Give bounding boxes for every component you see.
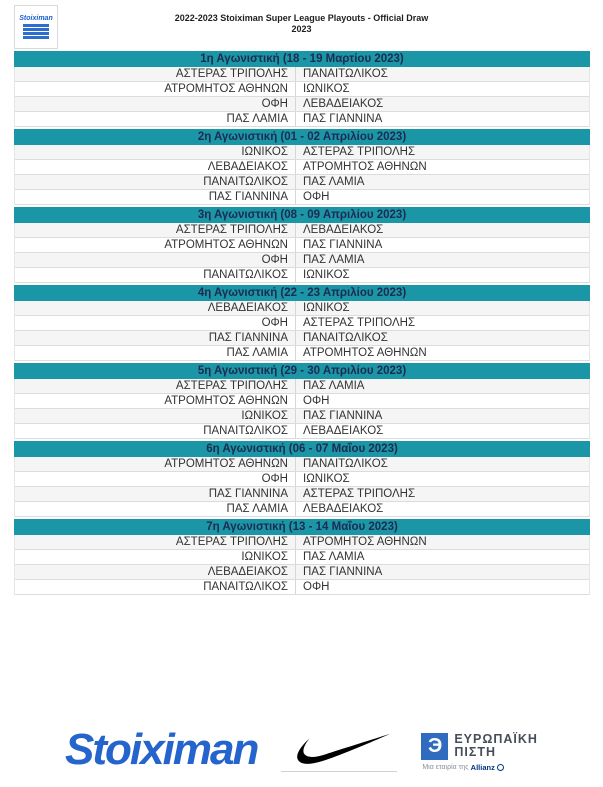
home-team: ΠΑΣ ΛΑΜΙΑ [15,112,296,126]
home-team: ΠΑΣ ΓΙΑΝΝΙΝΑ [15,487,296,501]
home-team: ΑΣΤΕΡΑΣ ΤΡΙΠΟΛΗΣ [15,223,296,237]
away-team: ΙΩΝΙΚΟΣ [303,473,350,485]
home-team: ΠΑΝΑΙΤΩΛΙΚΟΣ [15,580,296,594]
match-row [15,487,589,502]
away-team: ΑΤΡΟΜΗΤΟΣ ΑΘΗΝΩΝ [303,536,427,548]
match-row [15,268,589,283]
home-team: ΟΦΗ [15,316,296,330]
away-team: ΠΑΣ ΛΑΜΙΑ [303,380,365,392]
allianz-wordmark: Allianz [470,762,495,772]
stoiximan-logo: Stoiximan [65,725,258,774]
allianz-eagle-icon [497,764,504,771]
away-team: ΠΑΣ ΓΙΑΝΝΙΝΑ [303,239,383,251]
matchday-6-header: 6η Αγωνιστική (06 - 07 Μαΐου 2023) [14,441,590,457]
matchday-3-header: 3η Αγωνιστική (08 - 09 Απριλίου 2023) [14,207,590,223]
europaiki-pisti-icon [421,733,448,760]
home-team: ΑΤΡΟΜΗΤΟΣ ΑΘΗΝΩΝ [15,394,296,408]
europaiki-pisti-logo [421,733,538,772]
match-row [15,160,589,175]
home-team: ΑΤΡΟΜΗΤΟΣ ΑΘΗΝΩΝ [15,457,296,471]
europaiki-name-line2: ΠΙΣΤΗ [454,745,496,759]
home-team: ΛΕΒΑΔΕΙΑΚΟΣ [15,160,296,174]
away-team: ΟΦΗ [303,395,330,407]
home-team: ΠΑΝΑΙΤΩΛΙΚΟΣ [15,424,296,438]
sponsor-footer [0,722,603,782]
home-team: ΙΩΝΙΚΟΣ [15,550,296,564]
home-team: ΑΣΤΕΡΑΣ ΤΡΙΠΟΛΗΣ [15,535,296,549]
home-team: ΠΑΣ ΓΙΑΝΝΙΝΑ [15,190,296,204]
home-team: ΠΑΣ ΛΑΜΙΑ [15,502,296,516]
match-row [15,112,589,127]
matchday-section-7 [14,519,590,595]
away-team: ΠΑΝΑΙΤΩΛΙΚΟΣ [303,332,388,344]
away-team: ΟΦΗ [303,581,330,593]
matchday-7-header: 7η Αγωνιστική (13 - 14 Μαΐου 2023) [14,519,590,535]
away-team: ΙΩΝΙΚΟΣ [303,302,350,314]
matchday-section-4 [14,285,590,361]
match-row [15,424,589,439]
home-team: ΠΑΝΑΙΤΩΛΙΚΟΣ [15,268,296,282]
matchday-section-5 [14,363,590,439]
home-team: ΑΣΤΕΡΑΣ ΤΡΙΠΟΛΗΣ [15,67,296,81]
matchday-section-2 [14,129,590,205]
matchday-3-table [14,223,590,283]
matchday-1-header: 1η Αγωνιστική (18 - 19 Μαρτίου 2023) [14,51,590,67]
home-team: ΑΤΡΟΜΗΤΟΣ ΑΘΗΝΩΝ [15,238,296,252]
away-team: ΑΣΤΕΡΑΣ ΤΡΙΠΟΛΗΣ [303,488,416,500]
away-team: ΑΣΤΕΡΑΣ ΤΡΙΠΟΛΗΣ [303,317,416,329]
nike-swoosh-icon [281,732,397,772]
match-row [15,565,589,580]
home-team: ΛΕΒΑΔΕΙΑΚΟΣ [15,301,296,315]
match-row [15,190,589,205]
match-row [15,535,589,550]
away-team: ΑΤΡΟΜΗΤΟΣ ΑΘΗΝΩΝ [303,347,427,359]
away-team: ΠΑΣ ΓΙΑΝΝΙΝΑ [303,113,383,125]
match-row [15,346,589,361]
home-team: ΟΦΗ [15,472,296,486]
away-team: ΛΕΒΑΔΕΙΑΚΟΣ [303,98,384,110]
away-team: ΛΕΒΑΔΕΙΑΚΟΣ [303,503,384,515]
matchday-section-6 [14,441,590,517]
match-row [15,580,589,595]
matchday-1-table [14,67,590,127]
match-row [15,253,589,268]
match-row [15,394,589,409]
matchday-5-table [14,379,590,439]
match-row [15,457,589,472]
matchday-2-header: 2η Αγωνιστική (01 - 02 Απριλίου 2023) [14,129,590,145]
matchday-2-table [14,145,590,205]
home-team: ΟΦΗ [15,253,296,267]
match-row [15,472,589,487]
stoiximan-badge-wordmark: Stoiximan [19,14,53,22]
away-team: ΙΩΝΙΚΟΣ [303,269,350,281]
fixtures-list [14,51,590,597]
match-row [15,502,589,517]
away-team: ΠΑΣ ΛΑΜΙΑ [303,176,365,188]
away-team: ΠΑΝΑΙΤΩΛΙΚΟΣ [303,68,388,80]
match-row [15,82,589,97]
away-team: ΛΕΒΑΔΕΙΑΚΟΣ [303,425,384,437]
home-team: ΑΤΡΟΜΗΤΟΣ ΑΘΗΝΩΝ [15,82,296,96]
home-team: ΟΦΗ [15,97,296,111]
europaiki-glyph: Є [427,735,442,757]
match-row [15,331,589,346]
matchday-6-table [14,457,590,517]
match-row [15,550,589,565]
europaiki-name-line1: ΕΥΡΩΠΑΪΚΗ [454,732,538,746]
matchday-7-table [14,535,590,595]
away-team: ΙΩΝΙΚΟΣ [303,83,350,95]
away-team: ΠΑΣ ΓΙΑΝΝΙΝΑ [303,410,383,422]
matchday-section-1 [14,51,590,127]
page-title [0,13,603,35]
matchday-5-header: 5η Αγωνιστική (29 - 30 Απριλίου 2023) [14,363,590,379]
match-row [15,175,589,190]
away-team: ΠΑΝΑΙΤΩΛΙΚΟΣ [303,458,388,470]
home-team: ΑΣΤΕΡΑΣ ΤΡΙΠΟΛΗΣ [15,379,296,393]
home-team: ΠΑΝΑΙΤΩΛΙΚΟΣ [15,175,296,189]
europaiki-tagline [422,763,504,772]
match-row [15,67,589,82]
away-team: ΠΑΣ ΛΑΜΙΑ [303,551,365,563]
home-team: ΛΕΒΑΔΕΙΑΚΟΣ [15,565,296,579]
match-row [15,97,589,112]
page-title-line1: 2022-2023 Stoiximan Super League Playouts - Official Draw [174,13,429,23]
match-row [15,238,589,253]
match-row [15,316,589,331]
matchday-4-table [14,301,590,361]
page-title-line2: 2023 [291,24,312,34]
match-row [15,409,589,424]
tagline-prefix: Μια εταιρία της [422,763,469,771]
match-row [15,223,589,238]
away-team: ΑΤΡΟΜΗΤΟΣ ΑΘΗΝΩΝ [303,161,427,173]
europaiki-pisti-name [454,733,538,759]
away-team: ΟΦΗ [303,191,330,203]
home-team: ΠΑΣ ΓΙΑΝΝΙΝΑ [15,331,296,345]
match-row [15,145,589,160]
home-team: ΙΩΝΙΚΟΣ [15,409,296,423]
matchday-section-3 [14,207,590,283]
matchday-4-header: 4η Αγωνιστική (22 - 23 Απριλίου 2023) [14,285,590,301]
away-team: ΛΕΒΑΔΕΙΑΚΟΣ [303,224,384,236]
home-team: ΠΑΣ ΛΑΜΙΑ [15,346,296,360]
away-team: ΠΑΣ ΛΑΜΙΑ [303,254,365,266]
away-team: ΑΣΤΕΡΑΣ ΤΡΙΠΟΛΗΣ [303,146,416,158]
match-row [15,379,589,394]
match-row [15,301,589,316]
away-team: ΠΑΣ ΓΙΑΝΝΙΝΑ [303,566,383,578]
home-team: ΙΩΝΙΚΟΣ [15,145,296,159]
